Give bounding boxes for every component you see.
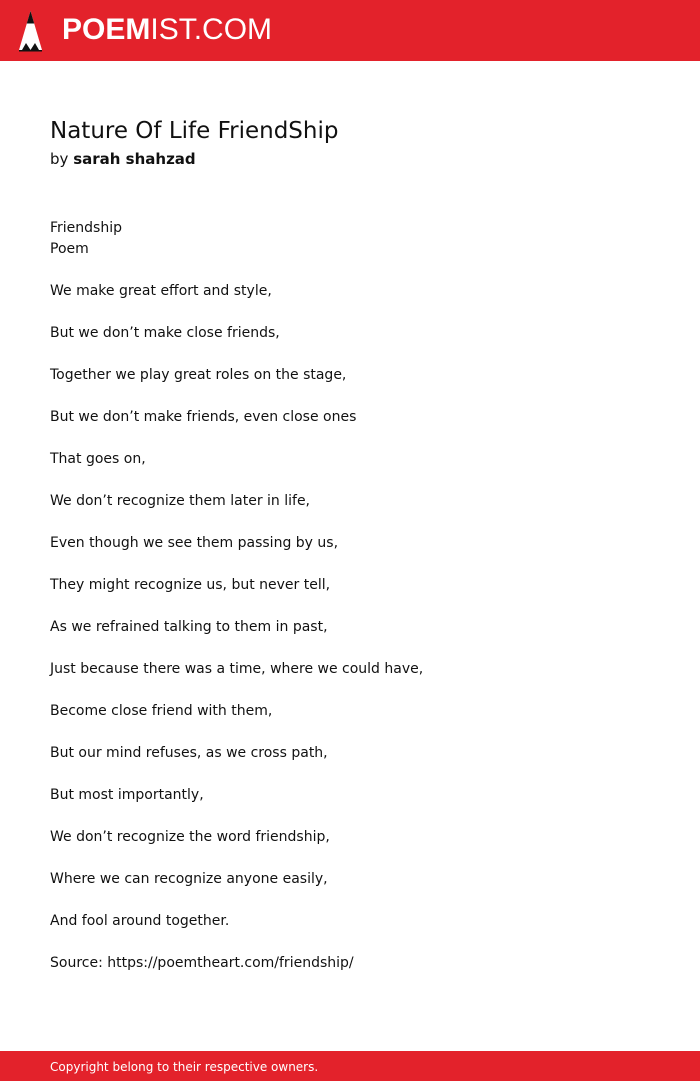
poem-line: Just because there was a time, where we could have, <box>50 661 424 677</box>
by-prefix: by <box>50 150 69 168</box>
poem-line: Poem <box>50 241 89 257</box>
poem-header <box>50 113 650 169</box>
logo-text-light: IST.COM <box>150 13 273 46</box>
poem-line: They might recognize us, but never tell, <box>50 577 331 593</box>
poem-line: Where we can recognize anyone easily, <box>50 871 328 887</box>
pencil-tip-icon[interactable] <box>18 10 43 52</box>
poem-line: And fool around together. <box>50 913 230 929</box>
poem-line: Even though we see them passing by us, <box>50 535 339 551</box>
poem-body <box>50 218 650 974</box>
poem-line: That goes on, <box>50 451 146 467</box>
poem-line: Become close friend with them, <box>50 703 273 719</box>
poem-title: Nature Of Life FriendShip <box>50 118 339 144</box>
poem-line: Friendship <box>50 220 122 236</box>
author-name: sarah shahzad <box>73 150 196 168</box>
poem-line: But we don’t make close friends, <box>50 325 280 341</box>
poem-line: We don’t recognize them later in life, <box>50 493 311 509</box>
byline <box>50 149 650 169</box>
logo-text-bold: POEM <box>62 13 151 46</box>
poem-line: But most importantly, <box>50 787 204 803</box>
poem-line: We don’t recognize the word friendship, <box>50 829 330 845</box>
site-footer <box>0 1051 700 1081</box>
poem-line: As we refrained talking to them in past, <box>50 619 328 635</box>
copyright-notice: Copyright belong to their respective owners. <box>50 1060 319 1074</box>
poem-line: We make great effort and style, <box>50 283 272 299</box>
site-logo[interactable] <box>62 12 272 48</box>
poem-line: But we don’t make friends, even close ones <box>50 409 357 425</box>
site-header <box>0 0 700 61</box>
poem-line: But our mind refuses, as we cross path, <box>50 745 328 761</box>
poem-line: Together we play great roles on the stage, <box>50 367 347 383</box>
source-line: Source: https://poemtheart.com/friendship/ <box>50 955 354 971</box>
